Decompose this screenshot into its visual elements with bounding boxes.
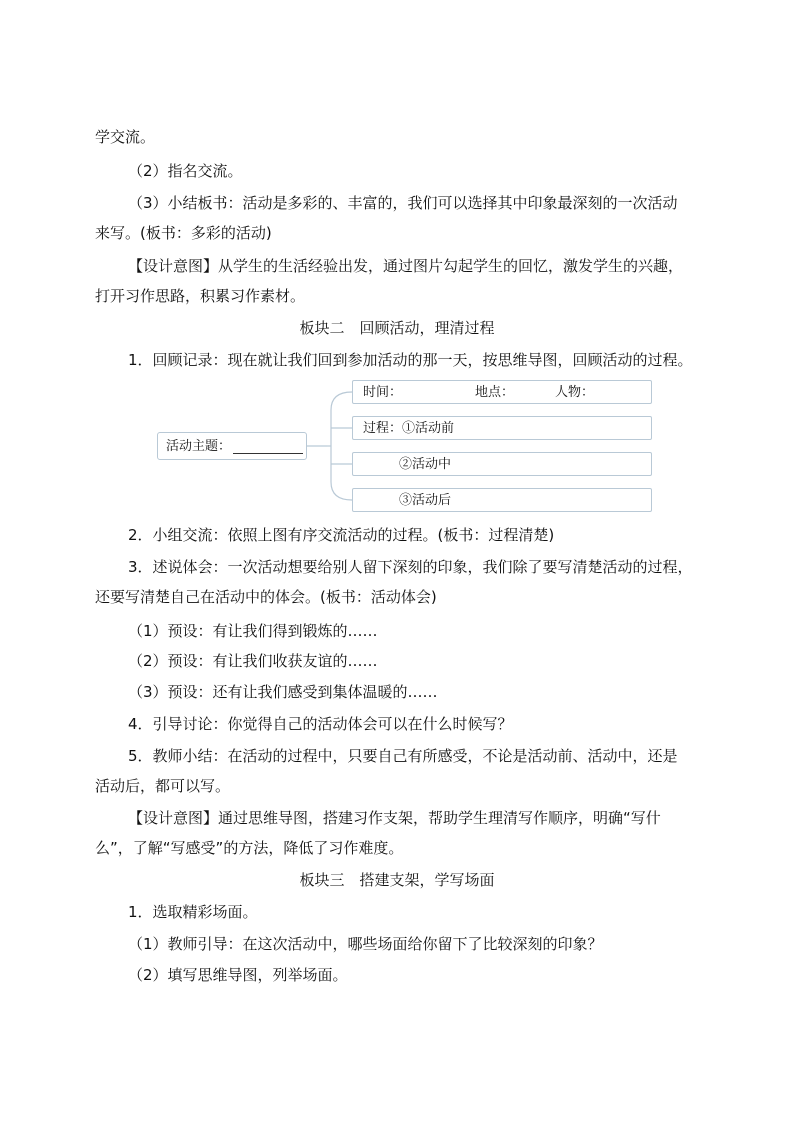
paragraph-text: 么”，了解“写感受”的方法，降低了习作难度。 <box>95 839 404 857</box>
people-label: 人物： <box>555 385 595 400</box>
mind-map-diagram <box>155 380 655 515</box>
step-text: 4．引导讨论：你觉得自己的活动体会可以在什么时候写？ <box>128 715 513 733</box>
paragraph-text: 学交流。 <box>95 128 156 146</box>
section-heading: 板块三 搭建支架，学写场面 <box>299 871 495 889</box>
mind-map-node-info <box>352 380 652 404</box>
paragraph-text: （3）小结板书：活动是多彩的、丰富的，我们可以选择其中印象最深刻的一次活动 <box>128 194 678 212</box>
paragraph-text: 活动后，都可以写。 <box>95 777 231 795</box>
time-label: 时间： <box>363 385 403 400</box>
paragraph-text: 打开习作思路，积累习作素材。 <box>95 287 306 305</box>
step-text: 5．教师小结：在活动的过程中，只要自己有所感受，不论是活动前、活动中，还是 <box>128 747 678 765</box>
process-before-label: 过程：①活动前 <box>363 421 455 436</box>
step-text: 1．回顾记录：现在就让我们回到参加活动的那一天，按思维导图，回顾活动的过程。 <box>128 351 693 369</box>
paragraph-text: （2）指名交流。 <box>128 162 243 180</box>
step-text: （1）教师引导：在这次活动中，哪些场面给你留下了比较深刻的印象？ <box>128 935 603 953</box>
preset-text: （2）预设：有让我们收获友谊的…… <box>128 652 378 670</box>
mind-map-root <box>157 432 307 460</box>
section-heading: 板块二 回顾活动，理清过程 <box>299 319 495 337</box>
paragraph-text: 还要写清楚自己在活动中的体会。(板书：活动体会) <box>95 588 437 606</box>
design-intent-text: 【设计意图】从学生的生活经验出发，通过图片勾起学生的回忆，激发学生的兴趣， <box>128 257 684 275</box>
mind-map-node-process <box>352 416 652 440</box>
preset-text: （1）预设：有让我们得到锻炼的…… <box>128 622 378 640</box>
mind-map-root-label: 活动主题： <box>166 439 232 454</box>
step-text: （2）填写思维导图，列举场面。 <box>128 966 348 984</box>
place-label: 地点： <box>475 385 515 400</box>
step-text: 3．述说体会：一次活动想要给别人留下深刻的印象，我们除了要写清楚活动的过程， <box>128 558 693 576</box>
process-after-label: ③活动后 <box>399 493 452 508</box>
step-text: 1．选取精彩场面。 <box>128 903 258 921</box>
design-intent-text: 【设计意图】通过思维导图，搭建习作支架，帮助学生理清写作顺序，明确“写什 <box>128 809 661 827</box>
blank-line <box>233 439 303 454</box>
mind-map-node-after <box>352 488 652 512</box>
paragraph-text: 来写。(板书：多彩的活动) <box>95 224 272 242</box>
process-during-label: ②活动中 <box>399 457 452 472</box>
preset-text: （3）预设：还有让我们感受到集体温暖的…… <box>128 683 438 701</box>
step-text: 2．小组交流：依照上图有序交流活动的过程。(板书：过程清楚) <box>128 526 555 544</box>
mind-map-node-during <box>352 452 652 476</box>
